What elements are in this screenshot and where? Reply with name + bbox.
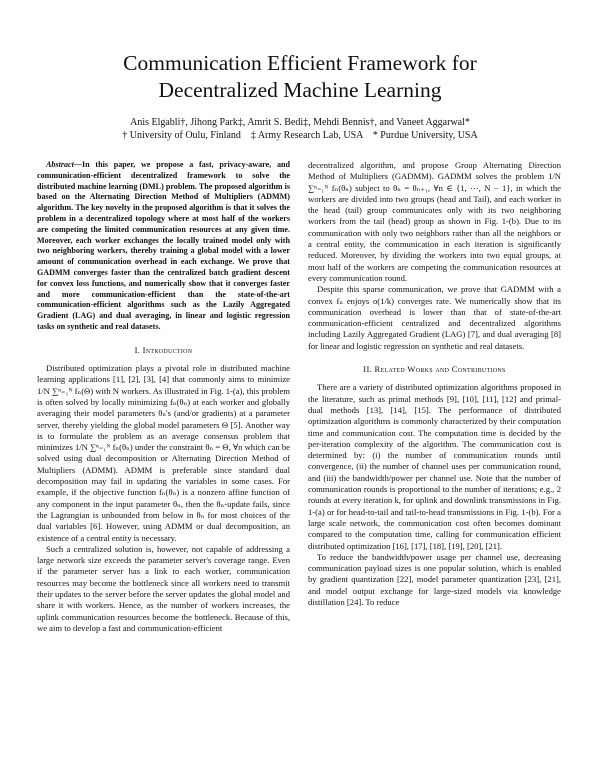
related-paragraph-1: There are a variety of distributed optimization algorithms proposed in the literature, such as primal methods [9], [10], [11], [12] and primal-dual methods [13], [14], [15]. The performance of distributed optimization algorithms is commonly characterized by their computation time and communication cost. The computation time is decided by the per-iteration complexity of the algorithm. The communication cost is determined by: (i) the number of communication rounds until convergence, (ii) the number of channel uses per communication round, and (iii) the bandwidth/power per channel use. Note that the number of communication rounds is proportional to the number of iterations; e.g., 2 rounds at every iteration k, for uplink and downlink transmissions in Fig. 1-(a) or for head-to-tail and tail-to-head transmissions in Fig. 1-(b). For a large scale network, the communication cost often becomes dominant compared to the computation time, calling for communication efficient distributed optimization [16], [17], [18], [19], [20], [21]. bbox=[308, 382, 561, 551]
intro-paragraph-2: Such a centralized solution is, however, not capable of addressing a large network size exceeds the parameter server's coverage range. Even if the parameter server has a link to each worker, communication resources may become the bottleneck since all workers need to transmit their updates to the server before the server updates the global model and share it with workers. Hence, as the number of workers increases, the uplink communication resources become the bottleneck. Because of this, we aim to develop a fast and communication-efficient bbox=[37, 543, 290, 633]
related-paragraph-2: To reduce the bandwidth/power usage per channel use, decreasing communication payload sizes is one popular solution, which is enabled by gradient quantization [22], model parameter quantization [23], [21], and model output exchange for large-sized models via knowledge distillation [24]. To reduce bbox=[308, 551, 561, 607]
right-paragraph-1: decentralized algorithm, and propose Group Alternating Direction Method of Multipliers (GADMM). GADMM solves the problem 1/N ∑ⁿ₌₁ᴺ fₙ(θₙ) subject to θₙ = θₙ₊₁, ∀n ∈ {1, ⋯, N − 1}, in which the workers are divided into two groups (head and Tail), and each worker in the head (tail) group communicates only with its two neighboring workers from the tail (head) group as shown in Fig. 1-(b). Due to its communication with only two neighbors rather than all the neighbors or a central entity, the communication in each iteration is significantly reduced. Moreover, by dividing the workers into two equal groups, at most half of the workers are competing the communication resources at every communication round. bbox=[308, 160, 561, 283]
title-line-1: Communication Efficient Framework for bbox=[123, 51, 477, 75]
abstract-text: In this paper, we propose a fast, privacy-aware, and communication-efficient decentralized framework to solve the distributed machine learning (DML) problem. The proposed algorithm is based on the Alternating Direction Method of Multipliers (ADMM) algorithm. The key novelty in the proposed algorithm is that it solves the problem in a decentralized topology where at most half of the workers are competing the limited communication resources at any given time. Moreover, each worker exchanges the locally trained model only with two neighboring workers, thereby training a global model with a lower amount of communication overhead in each exchange. We prove that GADMM converges faster than the centralized batch gradient descent for convex loss functions, and numerically show that it converges faster and more communication-efficient than the state-of-the-art communication-efficient algorithms such as the Lazily Aggregated Gradient (LAG) and dual averaging, in linear and logistic regression tasks on synthetic and real datasets. bbox=[37, 160, 290, 331]
section-heading-related-works: II. Related Works and Contributions bbox=[363, 364, 506, 375]
right-column bbox=[308, 160, 561, 608]
section-heading-introduction: I. Introduction bbox=[134, 344, 193, 355]
abstract bbox=[37, 160, 290, 333]
author-names: Anis Elgabli†, Jihong Park‡, Amrit S. Bedi‡, Mehdi Bennis†, and Vaneet Aggarwal* bbox=[130, 117, 470, 128]
left-column bbox=[37, 160, 290, 634]
title-line-2: Decentralized Machine Learning bbox=[158, 78, 442, 102]
intro-paragraph-1: Distributed optimization plays a pivotal role in distributed machine learning applications [1], [2], [3], [4] that commonly aims to minimize 1/N ∑ⁿ₌₁ᴺ fₙ(Θ) with N workers. As illustrated in Fig. 1-(a), this problem is often solved by locally minimizing fₙ(θₙ) at each worker and globally averaging their model parameters θₙ's (and/or gradients) at a parameter server, thereby yielding the global model parameters Θ [5]. Another way is to formulate the problem as an average consensus problem that minimizes 1/N ∑ⁿ₌₁ᴺ fₙ(θₙ) under the constraint θₙ = Θ, ∀n which can be solved using dual decomposition or Alternating Direction Method of Multipliers (ADMM). ADMM is preferable since standard dual decomposition may fail in updating the variables in some cases. For example, if the objective function fₙ(θₙ) is a nonzero affine function of any component in the input parameter θₙ, then the θₙ-update fails, since the Lagrangian is unbounded from below in θₙ for most choices of the dual variables [6]. However, using ADMM or dual decomposition, an existence of a central entity is necessary. bbox=[37, 363, 290, 543]
author-affiliations: † University of Oulu, Finland ‡ Army Research Lab, USA * Purdue University, USA bbox=[122, 130, 478, 141]
paper-title bbox=[40, 50, 560, 104]
author-block bbox=[30, 116, 570, 142]
right-paragraph-2: Despite this sparse communication, we prove that GADMM with a convex fₙ enjoys o(1/k) converges rate. We numerically show that its communication overhead is lower than that of state-of-the-art communication-efficient centralized and decentralized algorithms including Lazily Aggregated Gradient (LAG) [7], and dual averaging [8] for linear and logistic regression on synthetic and real datasets. bbox=[308, 284, 561, 351]
abstract-label: Abstract— bbox=[46, 160, 82, 169]
